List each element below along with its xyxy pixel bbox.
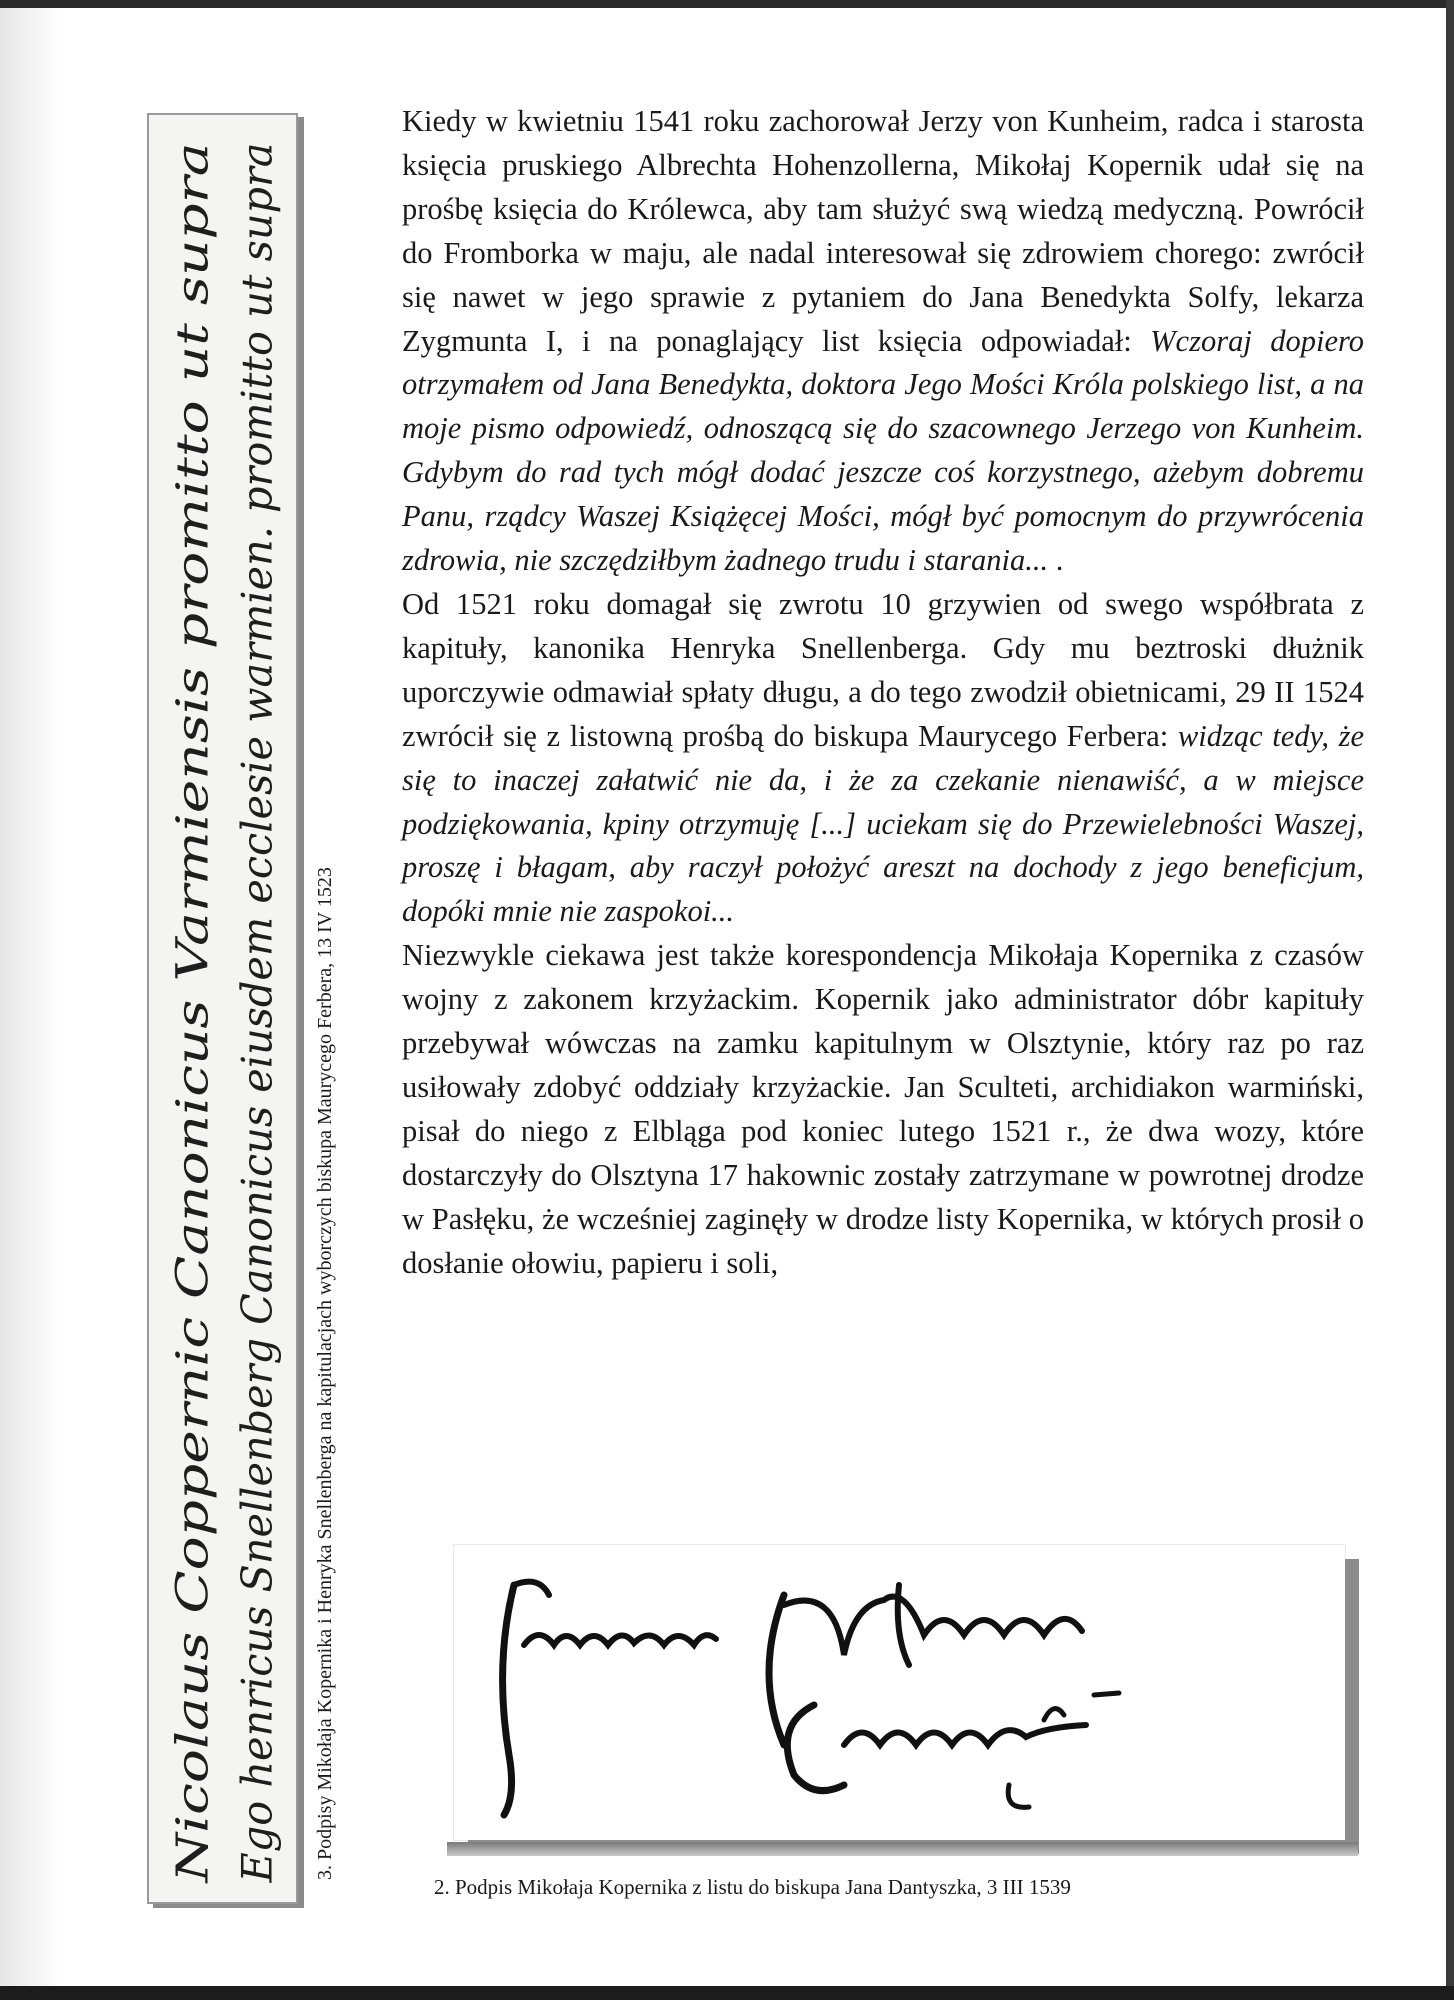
paragraph-1-quote: Wczoraj dopiero otrzymałem od Jana Benedykta, doktora Jego Mości Króla polskiego list, a na moje pismo odpowiedź, odnoszącą się do szacownego Jerzego von Kunheim. Gdybym do rad tych mógł dodać jeszcze coś korzystnego, ażebym dobremu Panu, rządcy Waszej Książęcej Mości, mógł być pomocnym do przywrócenia zdrowia, nie szczędziłbym żadnego trudu i starania... (402, 323, 1365, 578)
paragraph-2-text: Od 1521 roku domagał się zwrotu 10 grzywien od swego współbrata z kapituły, kanonika Henryka Snellenberga. Gdy mu beztroski dłużnik uporczywie odmawiał spłaty długu, a do tego zwodził obietnicami, 29 II 1524 zwrócił się z listowną prośbą do biskupa Maurycego Ferbera: (402, 586, 1364, 753)
signature-image (454, 1545, 1345, 1840)
figure2-caption: 2. Podpis Mikołaja Kopernika z listu do biskupa Jana Dantyszka, 3 III 1539 (434, 1875, 1071, 1899)
manuscript-handwriting-image (149, 115, 296, 1902)
paragraph-1 (402, 100, 1364, 583)
paragraph-1-end: . (1048, 543, 1064, 578)
manuscript-strip-figure (147, 113, 298, 1904)
manuscript-line-2: Ego henricus Snellenberg Canonicus eiusdem ecclesie warmien. promitto ut supra (232, 116, 281, 1882)
scan-bottom-edge (0, 1986, 1454, 2000)
figure3-caption: 3. Podpisy Mikołaja Kopernika i Henryka Snellenberga na kapitulacjach wyborczych biskupa Maurycego Ferbera, 13 IV 1523 (314, 867, 336, 1880)
scan-right-edge (1446, 0, 1454, 2000)
page-left-shade (0, 8, 60, 1986)
main-text (402, 100, 1364, 1285)
signature-figure (454, 1545, 1345, 1840)
paragraph-1-text: Kiedy w kwietniu 1541 roku zachorował Jerzy von Kunheim, radca i starosta księcia pruskiego Albrechta Hohenzollerna, Mikołaj Kopernik udał się na prośbę księcia do Królewca, aby tam służyć swą wiedzą medyczną. Powrócił do Fromborka w maju, ale nadal interesował się zdrowiem chorego: zwrócił się nawet w jego sprawie z pytaniem do Jana Benedykta Solfy, lekarza Zygmunta I, i na ponaglający list księcia odpowiadał: (402, 104, 1364, 358)
paragraph-2 (402, 583, 1364, 934)
paragraph-2-quote: widząc tedy, że się to inaczej załatwić nie da, i że za czekanie nienawiść, a w miejsce podziękowania, kpiny otrzymuję [...] uciekam się do Przewielebności Waszej, proszę i błagam, aby raczył położyć areszt na dochody z jego beneficjum, dopóki mnie nie zaspokoi... (402, 718, 1364, 929)
manuscript-strip-content (149, 115, 296, 1902)
signature-shadow-bar (447, 1842, 1358, 1856)
manuscript-line-1: Nicolaus Coppernic Canonicus Varmiensis promitto ut supra (167, 529, 218, 1882)
paragraph-3: Niezwykle ciekawa jest także korespondencja Mikołaja Kopernika z czasów wojny z zakonem krzyżackim. Kopernik jako administrator dóbr kapituły przebywał wówczas na zamku kapitulnym w Olsztynie, który raz po raz usiłowały zdobyć oddziały krzyżackie. Jan Sculteti, archidiakon warmiński, pisał do niego z Elbląga pod koniec lutego 1521 r., że dwa wozy, które dostarczyły do Olsztyna 17 hakownic zostały zatrzymane w powrotnej drodze w Pasłęku, że wcześniej zaginęły w drodze listy Kopernika, w których prosił o dosłanie ołowiu, papieru i soli, (402, 938, 1364, 1280)
scan-top-edge (0, 0, 1454, 8)
